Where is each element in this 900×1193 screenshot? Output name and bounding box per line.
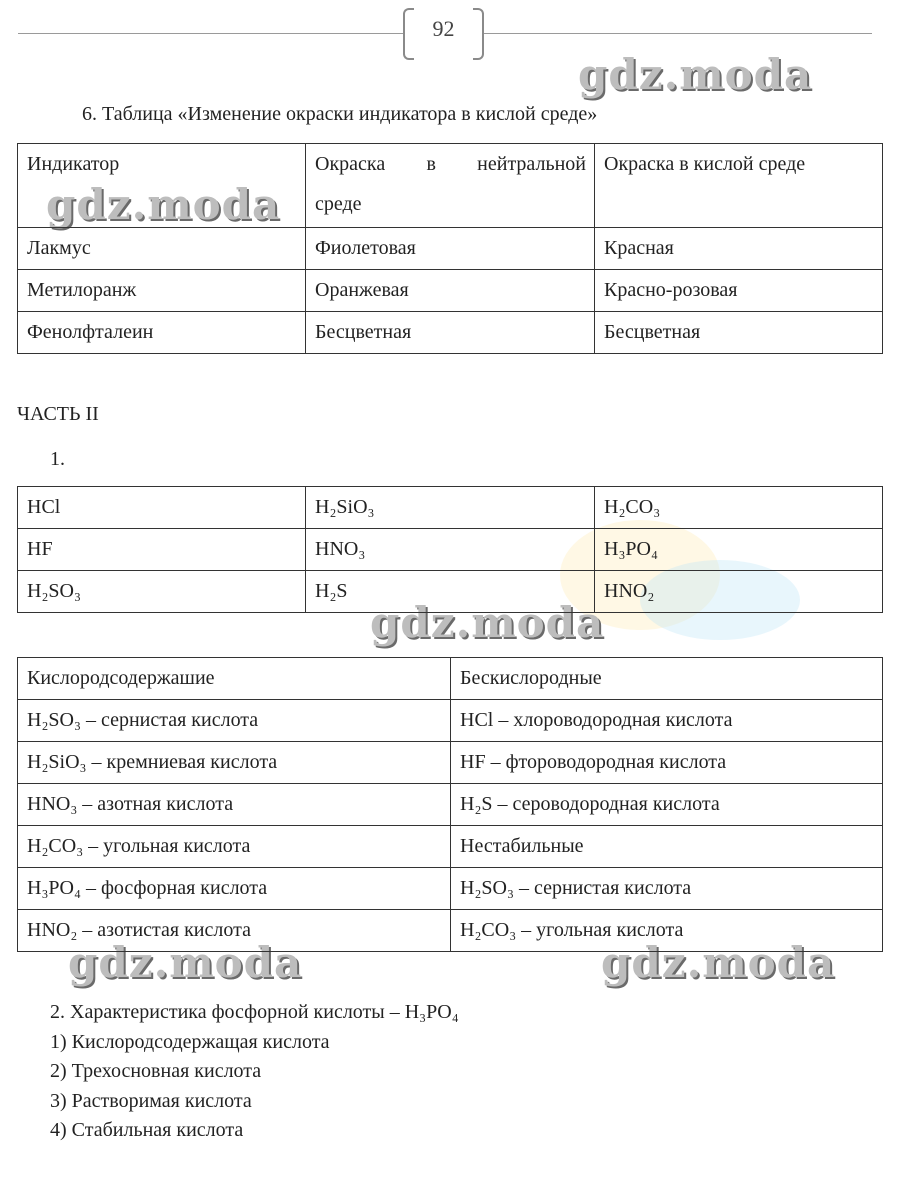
formula-cell: HNO₃ (306, 529, 595, 571)
item-title: 2. Характеристика фосфорной кислоты – H₃PO₄ (50, 1001, 459, 1023)
table-cell: Нестабильные (451, 826, 883, 868)
table-row (18, 742, 883, 784)
watermark-logo: gdz.moda (370, 598, 605, 647)
list-item: 4) Стабильная кислота (50, 1119, 244, 1141)
table-cell: Бесцветная (306, 312, 595, 354)
table-cell: H₂SiO₃ – кремниевая кислота (18, 742, 451, 784)
header-cell-line: Окраска в нейтральной (315, 153, 586, 175)
formula-cell: H₂SO₃ (18, 571, 306, 613)
table-cell: Лакмус (18, 228, 306, 270)
table-cell: HNO₃ – азотная кислота (18, 784, 451, 826)
table-cell: Фиолетовая (306, 228, 595, 270)
header-cell: Индикатор (18, 144, 306, 228)
formula-cell: H₂SiO₃ (306, 487, 595, 529)
formula-cell: H₂CO₃ (595, 487, 883, 529)
table-row (18, 868, 883, 910)
formulas-table (17, 486, 883, 613)
table-cell: Фенолфталеин (18, 312, 306, 354)
table-row (18, 270, 883, 312)
table-row (18, 312, 883, 354)
table-row (18, 228, 883, 270)
header-rule-right (484, 33, 872, 34)
table-cell: Бесцветная (595, 312, 883, 354)
header-cell: Бескислородные (451, 658, 883, 700)
table-cell: H₃PO₄ – фосфорная кислота (18, 868, 451, 910)
header-cell-line: среде (315, 193, 362, 215)
part-title: ЧАСТЬ II (17, 403, 99, 425)
table-row (18, 910, 883, 952)
table-cell: HNO₂ – азотистая кислота (18, 910, 451, 952)
table-cell: H₂SO₃ – сернистая кислота (18, 700, 451, 742)
list-item: 1) Кислородсодержащая кислота (50, 1031, 330, 1053)
formula-cell: H₂S (306, 571, 595, 613)
table-cell: H₂S – сероводородная кислота (451, 784, 883, 826)
table-row (18, 487, 883, 529)
item-number: 1. (50, 448, 65, 470)
table-cell: Красно-розовая (595, 270, 883, 312)
header-cell: Кислородсодержашие (18, 658, 451, 700)
formula-cell: HCl (18, 487, 306, 529)
table-cell: Оранжевая (306, 270, 595, 312)
section-title: 6. Таблица «Изменение окраски индикатора в кислой среде» (82, 103, 598, 125)
classification-table (17, 657, 883, 952)
table-row (18, 784, 883, 826)
indicator-table (17, 143, 883, 354)
table-header-row (18, 144, 883, 228)
table-row (18, 529, 883, 571)
formula-cell: H₃PO₄ (595, 529, 883, 571)
watermark-logo: gdz.moda (46, 180, 281, 229)
watermark-logo: gdz.moda (601, 938, 836, 987)
header-rule-left (18, 33, 403, 34)
table-cell: H₂CO₃ – угольная кислота (18, 826, 451, 868)
formula-cell: HNO₂ (595, 571, 883, 613)
list-item: 2) Трехосновная кислота (50, 1060, 262, 1082)
formula-cell: HF (18, 529, 306, 571)
table-row (18, 826, 883, 868)
table-row (18, 571, 883, 613)
table-cell: HCl – хлороводородная кислота (451, 700, 883, 742)
table-cell: Метилоранж (18, 270, 306, 312)
header-cell: Окраска в кислой среде (595, 144, 883, 228)
page-number: 92 (403, 6, 484, 58)
table-cell: Красная (595, 228, 883, 270)
table-header-row (18, 658, 883, 700)
header-cell (306, 144, 595, 228)
table-cell: H₂CO₃ – угольная кислота (451, 910, 883, 952)
table-cell: H₂SO₃ – сернистая кислота (451, 868, 883, 910)
watermark-logo: gdz.moda (578, 50, 813, 99)
watermark-logo: gdz.moda (68, 938, 303, 987)
list-item: 3) Растворимая кислота (50, 1090, 252, 1112)
table-cell: HF – фтороводородная кислота (451, 742, 883, 784)
table-row (18, 700, 883, 742)
